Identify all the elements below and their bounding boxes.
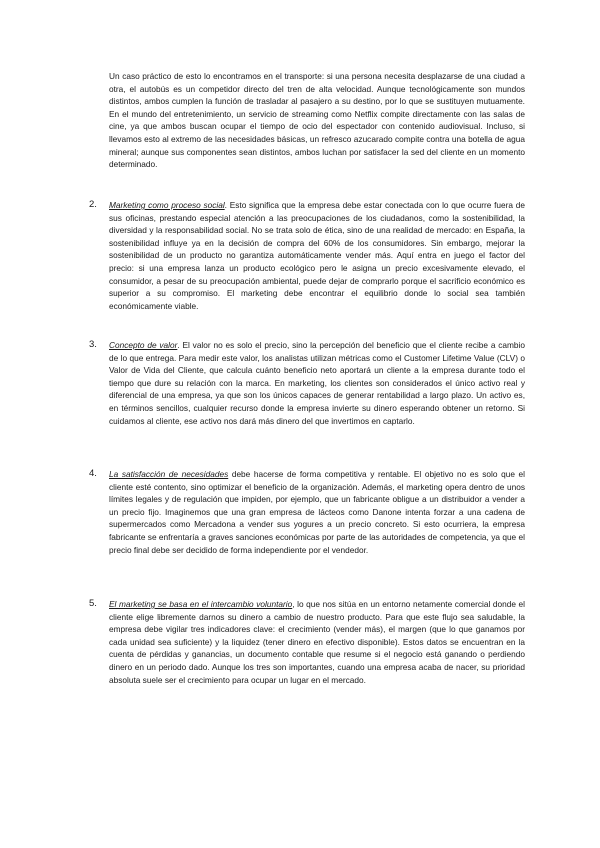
list-item-number: 4. [89, 468, 97, 479]
list-item-body: . El valor no es solo el precio, sino la percepción del beneficio que el cliente recibe a cambio de lo que entrega. Para medir este valor, los analistas utilizan métricas como el Customer Lifetime Value (CLV) o Valor de Vida del Cliente, que calcula cuánto beneficio neto aportará un cliente a la empresa durante todo el tiempo que dure su relación con la marca. En marketing, los clientes son considerados el único activo real y diferencial de una empresa, ya que son los únicos capaces de generar rentabilidad a largo plazo. Un activo es, en términos sencillos, cualquier recurso donde la empresa invierte su dinero esperando obtener un retorno. Si cuidamos al cliente, ese activo nos dará más dinero del que invertimos en captarlo. [109, 340, 525, 426]
list-item-title: Marketing como proceso social [109, 200, 225, 210]
list-item-number: 3. [89, 339, 97, 350]
list-item-number: 5. [89, 598, 97, 609]
list-item-body: debe hacerse de forma competitiva y rentable. El objetivo no es solo que el cliente esté contento, sino optimizar el beneficio de la organización. Además, el marketing opera dentro de unos límites legales y de regulación que impiden, por ejemplo, que un fabricante obligue a un distribuidor a vender a un precio fijo. Imaginemos que una gran empresa de lácteos como Danone intenta forzar a una cadena de supermercados como Mercadona a vender sus yogures a un precio concreto. Si esto ocurriera, la empresa fabricante se enfrentaría a graves sanciones económicas por parte de las autoridades de competencia, ya que el precio final debe ser decidido de forma independiente por el vendedor. [109, 469, 525, 555]
list-item-title: El marketing se basa en el intercambio voluntario [109, 599, 293, 609]
list-item-title: Concepto de valor [109, 340, 178, 350]
intro-paragraph: Un caso práctico de esto lo encontramos en el transporte: si una persona necesita desplazarse de una ciudad a otra, el autobús es un competidor directo del tren de alta velocidad. Aunque tecnológicamente son mundos distintos, ambos cumplen la función de trasladar al pasajero a su destino, por lo que se sustituyen mutuamente. En el mundo del entretenimiento, un servicio de streaming como Netflix compite directamente con las salas de cine, ya que ambos buscan ocupar el tiempo de ocio del espectador con contenido audiovisual. Incluso, si llevamos esto al extremo de las necesidades básicas, un refresco azucarado compite contra una botella de agua mineral; aunque sus componentes sean distintos, ambos luchan por satisfacer la sed del cliente en un momento determinado. [109, 71, 525, 170]
list-item-5 [89, 598, 526, 686]
list-item-2 [89, 199, 525, 312]
list-item-body: . Esto significa que la empresa debe estar conectada con lo que ocurre fuera de sus oficinas, prestando especial atención a las preocupaciones de los ciudadanos, como la sostenibilidad, la diversidad y la responsabilidad social. No se trata solo de ética, sino de una realidad de mercado: en España, la sostenibilidad influye ya en la decisión de compra del 60% de los consumidores. Sin embargo, mejorar la sostenibilidad de un producto no garantiza automáticamente vender más. Aquí entra en juego el factor del precio: si una empresa lanza un producto ecológico pero le asigna un precio excesivamente elevado, el consumidor, a pesar de su preocupación ambiental, puede dejar de comprarlo porque el sacrificio económico es superior a su compromiso. El marketing debe encontrar el equilibrio donde lo social sea también económicamente viable. [109, 200, 525, 311]
list-item-number: 2. [89, 199, 97, 210]
list-item-4 [89, 468, 525, 556]
list-item-body: , lo que nos sitúa en un entorno netamente comercial donde el cliente elige libremente darnos su dinero a cambio de nuestro producto. Para que este flujo sea saludable, la empresa debe vigilar tres indicadores clave: el crecimiento (vender más), el margen (que lo que ganamos por cada unidad sea suficiente) y la liquidez (tener dinero en efectivo disponible). Estos datos se encuentran en la cuenta de pérdidas y ganancias, un documento contable que resume si el negocio está ganando o perdiendo dinero en un periodo dado. Aunque los tres son importantes, cuando una empresa acaba de nacer, su prioridad absoluta suele ser el crecimiento para ocupar un lugar en el mercado. [109, 599, 526, 685]
list-item-title: La satisfacción de necesidades [109, 469, 229, 479]
list-item-3 [89, 339, 525, 427]
